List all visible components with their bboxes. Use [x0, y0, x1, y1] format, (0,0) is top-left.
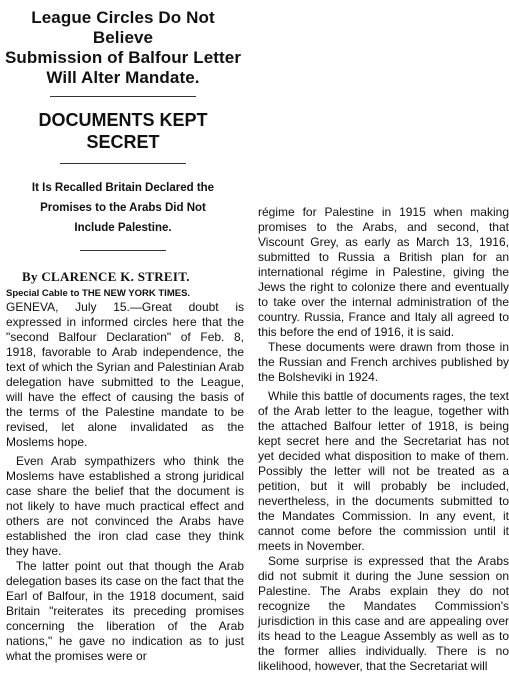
headline-line-3: Will Alter Mandate. — [46, 68, 200, 87]
article-paragraph: These documents were drawn from those in the Russian and French archives published by the Bolsheviki in 1924. — [258, 340, 509, 384]
article-paragraph: régime for Palestine in 1915 when making promises to the Arabs, and second, that Viscount Grey, as early as March 13, 1916, submitted to Russia a British plan for an international régime in Palestine, giving the Jews the right to colonize there and eventually to take over the internal administration of the country. Russia, France and Italy all agreed to this before the end of 1916, it is said. — [258, 205, 509, 339]
article-paragraph: The latter point out that though the Arab delegation bases its case on the fact that the Earl of Balfour, in the 1918 document, said Britain "reiterates its preceding promises concerning the liberation of the Arab nations," he gave no indication as to just what the promises were or — [6, 559, 244, 663]
headline — [0, 8, 246, 88]
article-paragraph: GENEVA, July 15.—Great doubt is expressed in informed circles here that the "second Balfour Declaration" of Feb. 8, 1918, favorable to Arab independence, the text of which the Syrian and Palestinian Arab delegation have submitted to the League, will have the effect of causing the basis of the terms of the Palestine mandate to be revised, let alone invalidated as the Moslems hope. — [6, 300, 244, 449]
subheadline: DOCUMENTS KEPT SECRET — [38, 110, 208, 152]
left-column — [0, 0, 246, 664]
deck-line-1: It Is Recalled Britain Declared the — [31, 182, 215, 194]
deck — [0, 178, 246, 238]
byline: By CLARENCE K. STREIT. — [22, 269, 190, 284]
right-column — [254, 205, 509, 674]
article-paragraph: Some surprise is expressed that the Arabs did not submit it during the June session on Palestine. The Arabs explain they do not recognize the Mandates Commission's jurisdiction in this case and are appealing over its head to the League Assembly as well as to the former allies individually. There is no likelihood, however, that the Secretariat will — [258, 554, 509, 673]
deck-line-3: Include Palestine. — [74, 222, 172, 234]
subheadline-divider — [60, 163, 186, 164]
article-paragraph: Even Arab sympathizers who think the Moslems have established a strong juridical case share the belief that the document is not likely to have much practical effect and others are not convinced the Arabs have established the iron clad case they think they have. — [6, 454, 244, 558]
article-paragraph: While this battle of documents rages, the text of the Arab letter to the league, together with the attached Balfour letter of 1918, is being kept secret here and the Secretariat has not yet decided what disposition to make of them. Possibly the letter will not be treated as a petition, but it will probably be included, nevertheless, in the documents submitted to the Mandates Commission. In any event, it cannot come before the commission until it meets in November. — [258, 389, 509, 553]
headline-divider — [50, 96, 196, 97]
deck-divider — [80, 250, 166, 251]
deck-line-2: Promises to the Arabs Did Not — [40, 202, 206, 214]
headline-line-2: Submission of Balfour Letter — [4, 48, 242, 67]
headline-line-1: League Circles Do Not Believe — [31, 8, 215, 47]
dateline: Special Cable to THE NEW YORK TIMES. — [6, 288, 191, 299]
